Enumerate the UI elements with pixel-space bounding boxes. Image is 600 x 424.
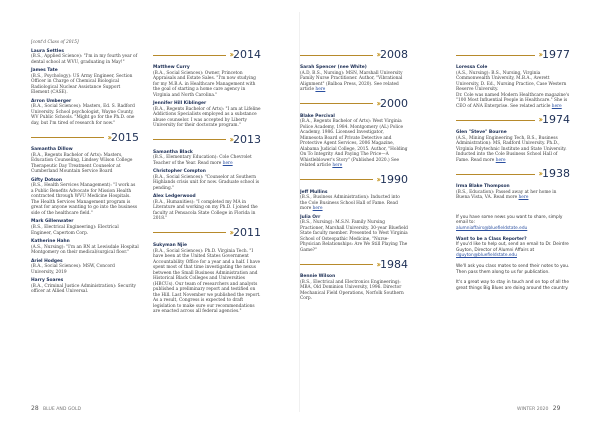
note-body: (B.A., Regents Bachelor of Arts): West Virginia Police Academy, 1984. Montgomery (AL) Police Academy, 1986. Licensed Investigator, Minnesota Board of Private Detective and Protective Agent Services, 2006 Magazine, Alabama Judicial College, 2015. Author, "Holding On To Integrity And Paying The Price—A Whistleblower's Story" (Published 2020.) See related article	[300, 119, 408, 169]
class-note	[456, 65, 570, 109]
note-text: (B.A., Social Sciences): Ph.D. Virginia Tech. "I have been at the United States Government Accountability Office for a year and a half. I have spent most of that time investigating the nexus between the Small Business Administration and Historical Black Colleges and Universities (HBCUs). Our team of researchers and analysts published a preliminary report and testified on the Hill. Last November we published the report. As a result, Congress is expected to draft legislation to make sure our recommendations are enacted across all federal agencies."	[153, 248, 261, 315]
share-news-panel	[456, 215, 570, 292]
class-note	[300, 65, 408, 93]
year-rule	[31, 137, 104, 138]
col1-top-entries	[31, 49, 139, 127]
year-rule	[456, 55, 535, 56]
class-note	[300, 274, 408, 302]
year-rule	[153, 55, 226, 56]
column-4	[456, 40, 570, 291]
year-rule	[300, 55, 373, 56]
year-heading-1938	[456, 167, 570, 181]
note-text: (A.S., Nursing): "I'm an RN at Lewisdale Hospital Montgomery on their medical/surgical floor."	[31, 244, 139, 256]
note-text	[456, 93, 570, 110]
note-text: (B.S., Applied Science): "I'm in my fourth year of dental school at WVU, graduating in May!"	[31, 54, 138, 65]
chevron-icon: ››	[107, 132, 110, 142]
alumni-name: Gifty Dotson	[31, 177, 63, 183]
chevron-icon: ››	[538, 169, 541, 179]
read-more-link[interactable]: here	[222, 160, 233, 166]
year-heading-1974	[456, 113, 570, 127]
chevron-icon: ››	[229, 134, 232, 144]
note-text: (B.S., Nursing): M.S.N. Family Nursing Practioner, Marshall University. 30-year Bluefield State faculty member. Presented to West Virginia School of Osteopathic Medicine, "Nurse-Physician Relationships: Are We Still Playing The Game?"	[300, 220, 408, 253]
page-number-right: 29	[552, 405, 561, 412]
alumni-name: James Tate	[31, 68, 58, 74]
year-number: 1938	[542, 167, 570, 181]
year-rule	[456, 120, 535, 121]
year-number: 2015	[111, 130, 139, 144]
footer-left	[31, 405, 81, 412]
note-text: (B.S., Electrical and Electronics Engineering): MBA, Old Dominion University, 1996. Director Mechanical Field Operations, Norfolk Southern Corp.	[300, 279, 404, 302]
note-text: (B.A., Regents Bachelor of Arts): "I am at Lifeline Addictions Specialists employed as a substance abuse counselor. I was accepted by Liberty University for their doctorate program."	[153, 106, 261, 129]
column-3	[300, 40, 408, 305]
class-note	[31, 49, 139, 66]
year-heading-1990	[300, 173, 408, 187]
class-note	[456, 184, 570, 201]
chevron-icon: ››	[376, 98, 379, 108]
read-more-link[interactable]: here	[495, 157, 506, 163]
alumni-name: Bennie Wilson	[300, 274, 336, 280]
class-note	[31, 239, 139, 256]
column-1	[31, 40, 139, 298]
class-note	[31, 99, 139, 127]
footer-right	[517, 405, 560, 412]
note-body: Dr. Cole was named Modern Healthcare magazine's "100 Most Influential People in Healthcare." She is CEO of ANA Enterprise. See related article	[456, 92, 570, 109]
year-heading-1977	[456, 48, 570, 62]
class-note	[31, 178, 139, 217]
class-note	[153, 243, 261, 315]
note-text: (B.A., Social Sciences): "Counselor at Southern Highlands crisis unit for now. Graduate school is pending."	[153, 174, 260, 191]
alumni-name: Loressa Cole	[456, 65, 488, 70]
page-gutter	[299, 12, 300, 412]
year-rule	[300, 264, 373, 265]
great-text: It's a great way to stay in touch and on top of all the great things Big Blues are doing around the country.	[456, 280, 569, 291]
director-email-link[interactable]: dguyton@bluefieldstate.edu	[456, 253, 517, 259]
page-number-left: 28	[31, 405, 39, 412]
share-text: If you have some news you want to share, simply email to:	[456, 214, 563, 226]
alumni-name: Jennifer Hill Kiblinger	[153, 101, 207, 107]
year-heading-2015	[31, 130, 139, 144]
class-note	[300, 114, 408, 169]
alumni-name: Matthew Curry	[153, 65, 190, 70]
year-number: 2011	[233, 226, 261, 240]
year-heading-1984	[300, 257, 408, 271]
class-note	[153, 150, 261, 167]
column-2	[153, 40, 261, 318]
chevron-icon: ››	[376, 50, 379, 60]
year-number: 2014	[233, 48, 261, 62]
reporter-body: If you'd like to help out, send an email to Dr. Deirdre Guyton, Director of Alumni Affairs at	[456, 242, 569, 253]
note-body: (A.S., Mining Engineering Tech, B.S., Business Administration): MS, Radford University. Ph.D., Virginia Polytechnic Institute and State University. Inducted into the Cole Business School Hall of Fame. Read more	[456, 135, 567, 163]
alumni-email-link[interactable]: alumniaffairs@bluefieldstate.edu	[456, 225, 528, 231]
alumni-name: Samantha Dillow	[31, 147, 73, 153]
note-body: (B.S., Education): Passed away at her home in Buena Vista, VA. Read more	[456, 189, 557, 201]
note-text	[456, 190, 570, 201]
alumni-name: Ariel Hodges	[31, 258, 63, 264]
note-text	[456, 136, 570, 164]
note-text: (B.A., Humanities): "I completed my MA in Literature and working on my Ph.D. I joined the faculty at Pensacola State College in Florida in 2018."	[153, 199, 258, 222]
alumni-name: Sarah Spencer (nee White)	[300, 65, 367, 70]
chevron-icon: ››	[538, 50, 541, 60]
year-number: 2000	[380, 96, 408, 110]
read-more-prefix: Read more	[197, 160, 223, 166]
alumni-name: Samantha Black	[153, 149, 193, 155]
chevron-icon: ››	[229, 50, 232, 60]
year-heading-2014	[153, 48, 261, 62]
class-note	[31, 259, 139, 276]
note-body: (B.S., Business Administration): Inducted into the Cole Business School Hall of Fame. Read more	[300, 195, 400, 212]
class-note	[153, 65, 261, 98]
year-number: 2013	[233, 132, 261, 146]
note-text: (B.A., Social Sciences): Owner, Princeton Appraisals and Estate Sales. "I'm now studying for my M.B.A. in Healthcare Management with the goal of starting a home care agency in Virginia and North Carolina."	[153, 70, 256, 98]
alumni-name: Sukyman Njie	[153, 242, 187, 248]
note-text: (B.A., Criminal Justice Administration): Security officer at Allied Universal.	[31, 283, 136, 295]
note-text: (B.S., Electrical Engineering): Electrical Engineer, Capertom Corp.	[31, 225, 119, 236]
note-text: (B.A., Social Sciences): MSW, Concord University, 2019	[31, 264, 115, 275]
note-text: (B.S., Health Services Management): "I work as a Public Benefits Advocate for Mission Health contracted through WVU Medicine Hospitals. The Health Services Management program is great for anyone wanting to go into the business side of the healthcare field."	[31, 183, 138, 216]
chevron-icon: ››	[538, 115, 541, 125]
alumni-name: Laura Settles	[31, 48, 64, 54]
alumni-name: Glen "Steve" Bourne	[456, 130, 507, 136]
read-more-link[interactable]: here	[312, 206, 323, 212]
reporter-title: Want to be a Class Reporter?	[456, 236, 527, 242]
alumni-name: Julia Orr	[300, 214, 321, 220]
class-note	[31, 278, 139, 295]
alumni-name: Mark Gillenwater	[31, 219, 74, 225]
class-note	[300, 190, 408, 212]
article-link[interactable]: here	[332, 163, 343, 169]
class-note	[153, 169, 261, 191]
note-body: (B.S., Elementary Education): Cole Chevrolet Teacher of the Year.	[153, 155, 252, 166]
read-more-link[interactable]: here	[518, 195, 529, 201]
year-number: 2008	[380, 48, 408, 62]
chevron-icon: ››	[376, 174, 379, 184]
issue-date: WINTER 2020	[517, 407, 549, 412]
year-heading-2013	[153, 133, 261, 147]
alumni-name: Harry Soares	[31, 278, 64, 284]
note-text	[153, 155, 261, 166]
alumni-name: Christopher Compton	[153, 169, 206, 175]
alumni-name: Irma Blake Thompson	[456, 184, 510, 190]
class-note	[300, 215, 408, 254]
class-note	[31, 147, 139, 175]
note-text: (B.S., Psychology): US Army Engineer, Section Officer in Charge of Chemical Biological Radiological Nuclear Assistance Support Element (CASE).	[31, 73, 133, 96]
class-note	[31, 219, 139, 236]
ask-text: We'll ask you class mates to send their notes to you. Then pass them along to us for publication.	[456, 263, 570, 275]
year-rule	[153, 232, 226, 233]
year-heading-2008	[300, 48, 408, 62]
chevron-icon: ››	[229, 228, 232, 238]
publication-title: BLUE AND GOLD	[43, 407, 82, 412]
article-link[interactable]: here	[551, 103, 562, 109]
class-note	[31, 68, 139, 96]
class-note	[153, 101, 261, 129]
year-rule	[456, 174, 535, 175]
note-text	[300, 195, 408, 212]
year-number: 1977	[542, 48, 570, 62]
alumni-name: Jeff Mullins	[300, 189, 328, 195]
alumni-name: Arron Umberger	[31, 98, 72, 104]
class-note	[153, 194, 261, 222]
note-text	[300, 71, 408, 93]
note-text	[300, 119, 408, 169]
chevron-icon: ››	[376, 259, 379, 269]
continued-note: [cont'd Class of 2015]	[31, 40, 79, 45]
note-text: (B.A., Social Sciences): Masters, Ed. S. Radford University. School psychologist, Wayne County, WV Public Schools. "Might go for the Ph.D. one day, but I'm tired of research for now."	[31, 104, 135, 126]
year-heading-2000	[300, 97, 408, 111]
note-text: (A.S., Nursing): B.S., Nursing, Virginia Commonwealth University, M.B.A., Averett University, D. Ed., Nursing Practice, Case Western Reserve University.	[456, 70, 567, 93]
year-number: 1990	[380, 172, 408, 186]
year-heading-2011	[153, 226, 261, 240]
reporter-text	[456, 242, 570, 259]
year-number: 1974	[542, 113, 570, 127]
alumni-name: Katherine Hahn	[31, 239, 70, 245]
class-note	[456, 130, 570, 163]
year-rule	[300, 103, 373, 104]
year-rule	[300, 179, 373, 180]
year-number: 1984	[380, 257, 408, 271]
article-link[interactable]: here	[315, 87, 326, 93]
year-rule	[153, 139, 226, 140]
note-text: (B.A., Regents Bachelor of Arts): Masters, Education Counseling, Lindsey Wilson College Therapeutic Day Treatment Counselor at Cumberland Mountain Service Board	[31, 152, 133, 175]
note-body: (A.D, B.S., Nursing): MSN, Marshall University Family Nurse Practitioner. Author, "Vibrational Alignment" (Balboa Press, 2020). See related article	[300, 70, 403, 93]
alumni-name: Blake Percival	[300, 113, 335, 119]
alumni-name: Alex Ledgerwood	[153, 194, 196, 200]
